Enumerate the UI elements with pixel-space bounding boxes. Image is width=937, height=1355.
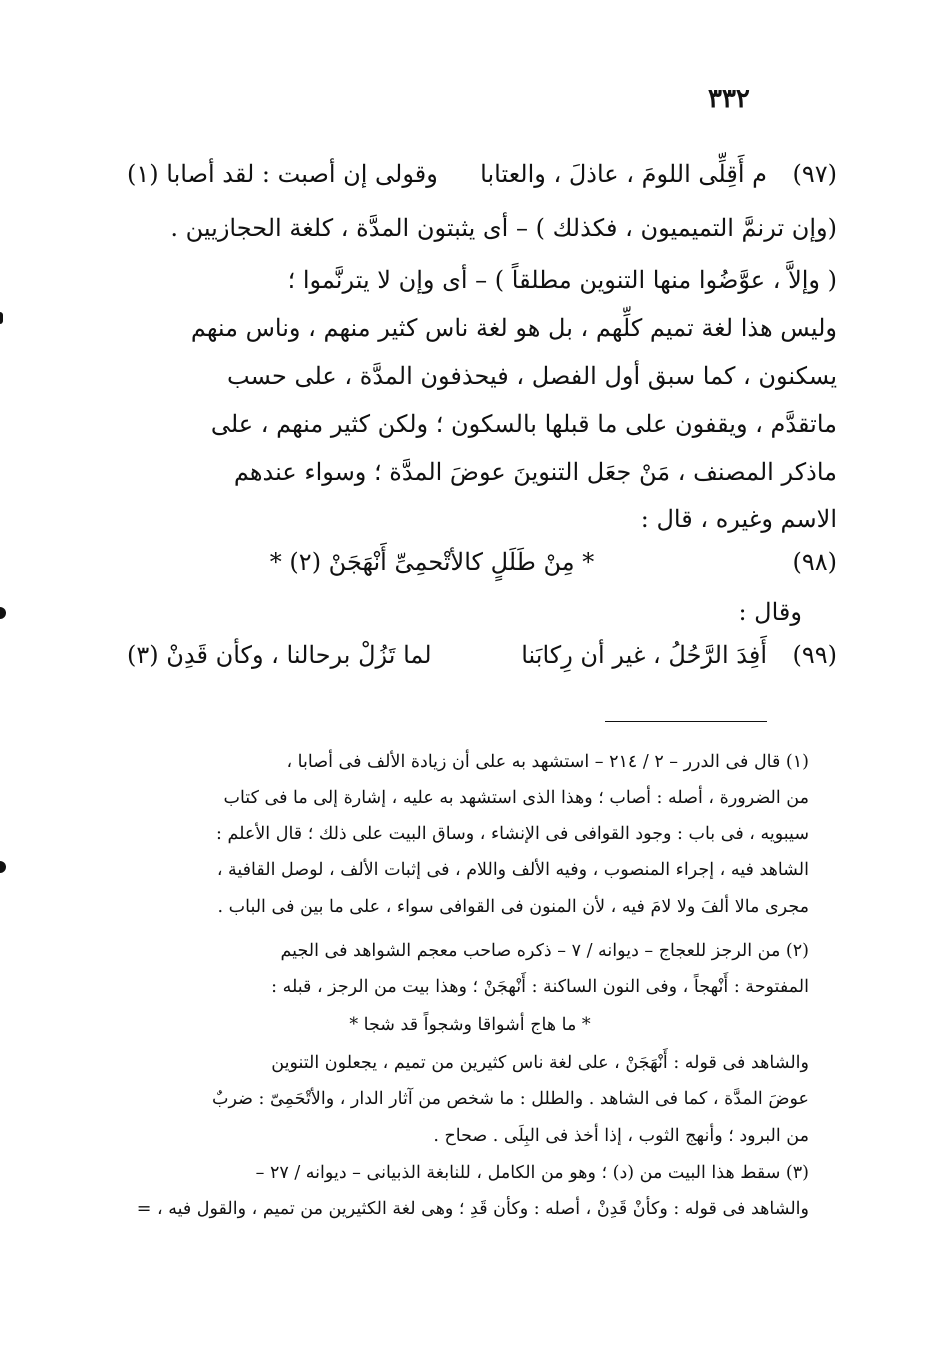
footnote-line: (١) قال فى الدرر – ٢ / ٢١٤ – استشهد به على أن زيادة الألف فى أصابا ، — [286, 752, 809, 772]
footnote-line: مجرى مالا ألفَ ولا لامَ فيه ، لأن المنون فى القوافى سواء ، على ما بين فى الباب . — [217, 897, 809, 917]
verse-number: (٩٨) — [792, 548, 837, 576]
footnote-line: والشاهد فى قوله : أَنْهَجَنْ ، على لغة ناس كثيرين من تميم ، يجعلون التنوين — [271, 1053, 809, 1073]
verse-second-hemistich: وقولى إن أصبت : لقد أصابا (١) — [127, 160, 438, 188]
verse-number: (٩٧) — [792, 160, 837, 188]
scan-edge-mark — [0, 312, 3, 324]
verse-98 — [127, 548, 837, 588]
qal-line: وقال : — [738, 598, 802, 626]
footnote-separator — [605, 721, 767, 722]
scan-edge-mark — [0, 607, 6, 619]
verse-first-hemistich: م أَقِلِّى اللومَ ، عاذلَ ، والعتابا — [480, 160, 767, 188]
verse-text: * مِنْ طَلَلٍ كالأتْحمِىِّ أَنْهَجَنْ (٢) * — [269, 548, 595, 576]
footnote-quoted-verse: * ما هاج أشواقا وشجواً قد شجا * — [349, 1015, 591, 1035]
footnote-line: من البرود ؛ وأنهج الثوب ، إذا أخذ فى البِلَى . صحاح . — [433, 1126, 809, 1146]
footnote-line: عوضَ المدَّة ، كما فى الشاهد . والطلل : ما شخص من آثار الدار ، والأتْحَمِىّ : ضربٌ — [211, 1089, 809, 1109]
verse-97 — [127, 160, 837, 200]
commentary-line: ( وإلاَّ ، عوَّضُوا منها التنوين مطلقاً ) – أى وإن لا يترنَّموا ؛ — [287, 266, 837, 294]
footnote-line: (٣) سقط هذا البيت من (د) ؛ وهو من الكامل ، للنابغة الذبيانى – ديوانه / ٢٧ – — [255, 1163, 809, 1183]
commentary-line: وليس هذا لغة تميم كلِّهم ، بل هو لغة ناس كثير منهم ، وناس منهم — [190, 314, 837, 342]
commentary-line: ماتقدَّم ، ويقفون على ما قبلها بالسكون ؛ ولكن كثير منهم ، على — [210, 410, 837, 438]
commentary-line: ماذكر المصنف ، مَنْ جعَل التنوينَ عوضَ المدَّة ؛ وسواء عندهم — [233, 458, 837, 486]
page-number: ٣٣٢ — [708, 84, 750, 114]
footnote-line: المفتوحة : أَنْهجاً ، وفى النون الساكنة : أَنْهجَنْ ؛ وهذا بيت من الرجز ، قبله : — [271, 977, 809, 997]
verse-number: (٩٩) — [792, 641, 837, 669]
footnote-line: والشاهد فى قوله : وكأنْ قَدِنْ ، أصله : وكأن قَدِ ؛ وهى لغة الكثيرين من تميم ، والقول فيه ، = — [136, 1199, 809, 1219]
commentary-line: الاسم وغيره ، قال : — [640, 505, 837, 533]
footnote-line: الشاهد فيه ، إجراء المنصوب ، وفيه الألف واللام ، فى إثبات الألف ، لوصل القافية ، — [216, 860, 809, 880]
commentary-line: يسكنون ، كما سبق أول الفصل ، فيحذفون المدَّة ، على حسب — [227, 362, 837, 390]
commentary-line: (وإن ترنمَّ التميميون ، فكذلك ) – أى يثبتون المدَّة ، كلغة الحجازيين . — [170, 214, 837, 242]
verse-99 — [127, 641, 837, 681]
footnote-line: من الضرورة ، أصله : أصاب ؛ وهذا الذى استشهد به عليه ، إشارة إلى ما فى كتاب — [223, 788, 809, 808]
footnote-line: (٢) من الرجز للعجاج – ديوانه / ٧ – ذكره صاحب معجم الشواهد فى الجيم — [280, 941, 809, 961]
scan-edge-mark — [0, 861, 6, 873]
verse-second-hemistich: لما تَزُلْ برحالنا ، وكأن قَدِنْ (٣) — [127, 641, 432, 669]
verse-first-hemistich: أَفِدَ الرَّحُلُ ، غير أن رِكابَنا — [521, 641, 767, 669]
footnote-line: سيبويه ، فى باب : وجود القوافى فى الإنشاء ، وساق البيت على ذلك ؛ قال الأعلم : — [215, 824, 809, 844]
